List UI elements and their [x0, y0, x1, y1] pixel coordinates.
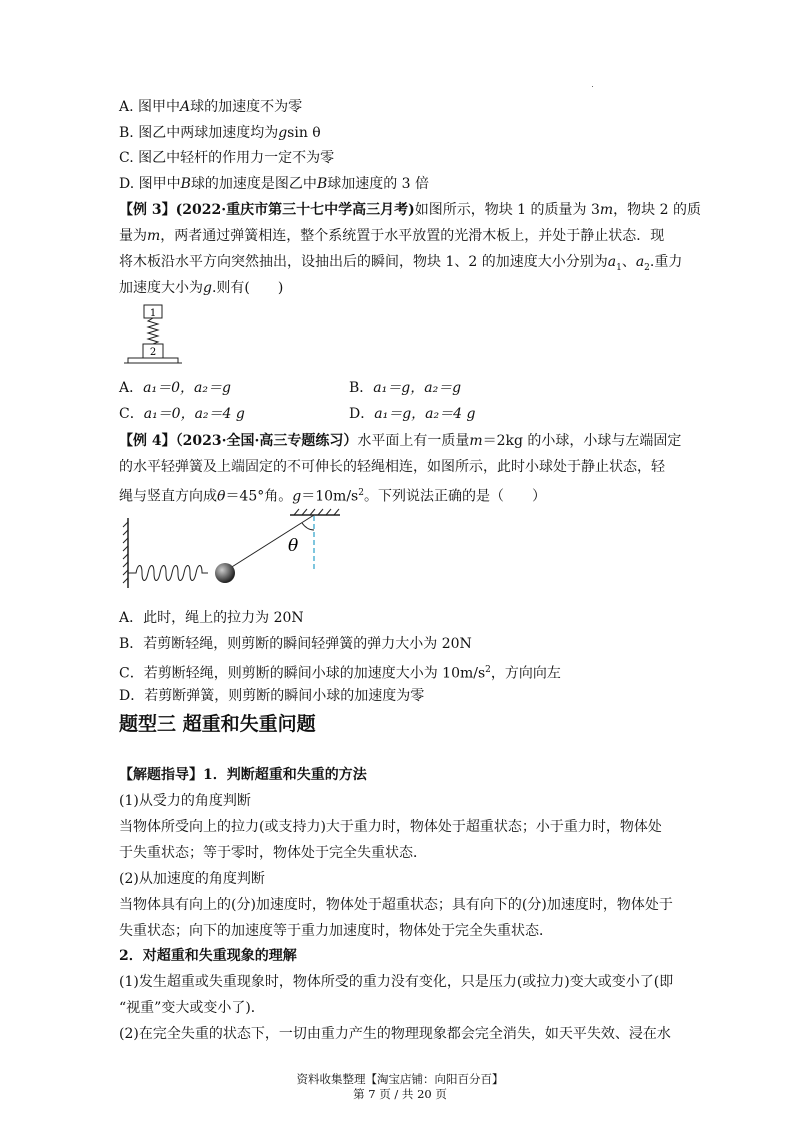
example4-line1: 【例 4】（2023·全国·高三专题练习）水平面上有一质量m＝2kg 的小球，小球与左端固定	[119, 433, 682, 449]
example3-option-c: C．a₁＝0，a₂＝4 g	[119, 406, 245, 422]
subheading-2: 2．对超重和失重现象的理解	[119, 948, 297, 964]
option-d-prev: D. 图甲中B球的加速度是图乙中B球加速度的 3 倍	[119, 176, 430, 192]
option-a-prev: A. 图甲中A球的加速度不为零	[119, 99, 303, 115]
svg-text:θ: θ	[288, 536, 299, 556]
example3-line1: 【例 3】(2022·重庆市第三十七中学高三月考)如图所示，物块 1 的质量为 3m，物块 2 的质	[119, 202, 701, 218]
example3-line3: 将木板沿水平方向突然抽出，设抽出后的瞬间，物块 1、2 的加速度大小分别为$a_1$、$a_2$.重力	[119, 254, 683, 273]
paragraph-3: 于失重状态；等于零时，物体处于完全失重状态．	[119, 845, 427, 861]
page-number: 第 7 页 / 共 20 页	[353, 1087, 447, 1101]
guide-heading: 【解题指导】1．判断超重和失重的方法	[119, 767, 367, 783]
example4-option-d: D．若剪断弹簧，则剪断的瞬间小球的加速度为零	[119, 688, 425, 704]
paragraph-8: “视重”变大或变小了)．	[119, 1000, 265, 1016]
paragraph-4: (2)从加速度的角度判断	[119, 871, 265, 887]
footer-source: 资料收集整理【淘宝店铺：向阳百分百】	[296, 1072, 504, 1086]
paragraph-1: (1)从受力的角度判断	[119, 793, 251, 809]
example4-line2: 的水平轻弹簧及上端固定的不可伸长的轻绳相连，如图所示，此时小球处于静止状态，轻	[119, 459, 665, 475]
example3-option-b: B．a₁＝g，a₂＝g	[349, 380, 462, 396]
example3-option-d: D．a₁＝g，a₂＝4 g	[349, 406, 476, 422]
speck	[592, 86, 593, 87]
example4-line3: 绳与竖直方向成θ＝45°角。$g=10m/s^2$。下列说法正确的是（ ）	[119, 488, 546, 505]
paragraph-5: 当物体具有向上的(分)加速度时，物体处于超重状态；具有向下的(分)加速度时，物体处于	[119, 897, 673, 913]
paragraph-2: 当物体所受向上的拉力(或支持力)大于重力时，物体处于超重状态；小于重力时，物体处	[119, 819, 662, 835]
ball	[215, 563, 235, 583]
example4-option-a: A．此时，绳上的拉力为 20N	[119, 610, 304, 626]
option-c-prev: C. 图乙中轻杆的作用力一定不为零	[119, 150, 335, 166]
example4-option-b: B．若剪断轻绳，则剪断的瞬间轻弹簧的弹力大小为 20N	[119, 636, 472, 652]
svg-text:2: 2	[149, 347, 157, 358]
example3-option-a: A．a₁＝0，a₂＝g	[119, 380, 231, 396]
spring-coil	[128, 566, 208, 581]
section-title: 题型三 超重和失重问题	[119, 713, 316, 735]
example4-option-c: C．若剪断轻绳，则剪断的瞬间小球的加速度大小为 $10m/s^2$，方向向左	[119, 665, 561, 682]
paragraph-6: 失重状态；向下的加速度等于重力加速度时，物体处于完全失重状态．	[119, 923, 553, 939]
example3-line4: 加速度大小为g.则有( )	[119, 280, 284, 296]
svg-text:1: 1	[149, 308, 157, 319]
spring-rope-ball-figure	[122, 506, 352, 596]
paragraph-9: (2)在完全失重的状态下，一切由重力产生的物理现象都会完全消失，如天平失效、浸在水	[119, 1026, 671, 1042]
option-b-prev: B. 图乙中两球加速度均为gsin θ	[119, 125, 321, 141]
paragraph-7: (1)发生超重或失重现象时，物体所受的重力没有变化，只是压力(或拉力)变大或变小了(即	[119, 974, 674, 990]
spring-blocks-figure	[124, 302, 184, 370]
example3-line2: 量为m，两者通过弹簧相连，整个系统置于水平放置的光滑木板上，并处于静止状态．现	[119, 228, 665, 244]
